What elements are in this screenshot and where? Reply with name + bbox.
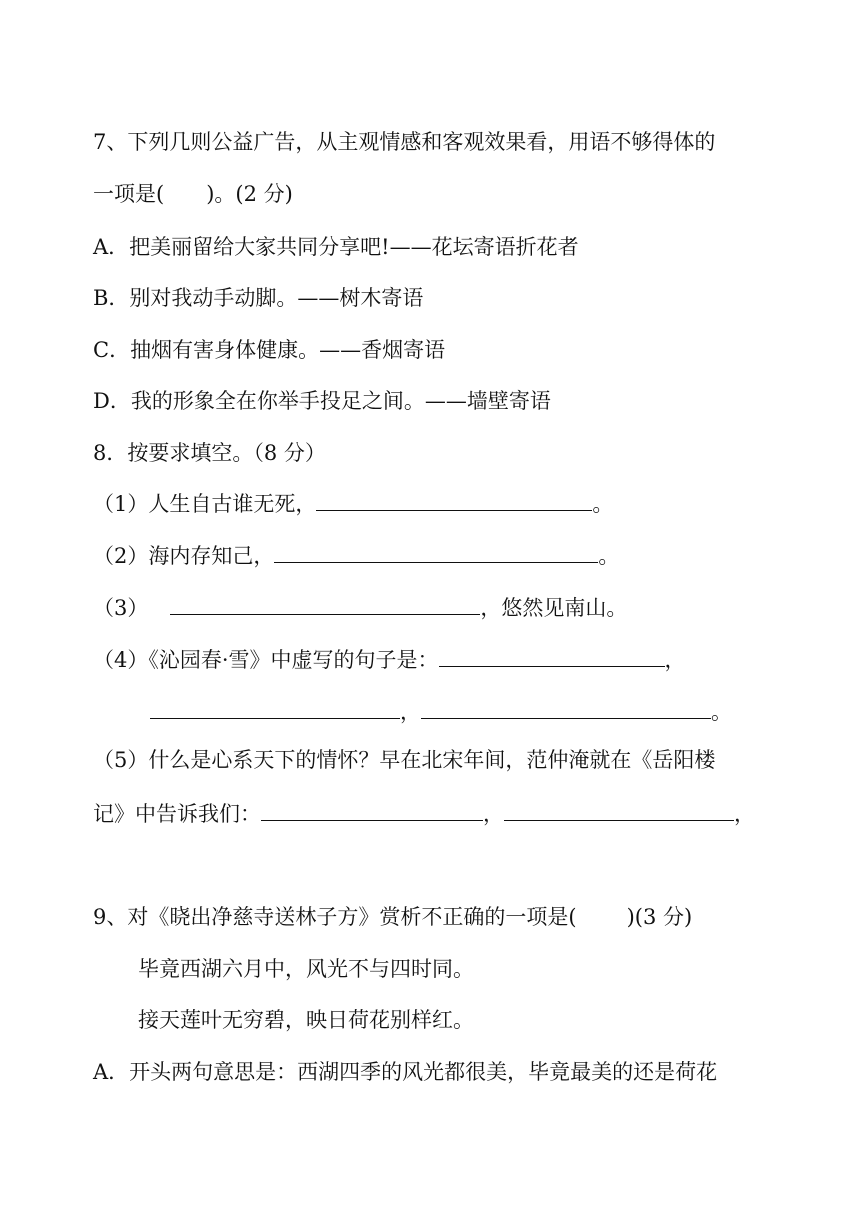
q8-item5-blank2[interactable]	[504, 800, 734, 821]
q8-item4-blank3[interactable]	[421, 698, 711, 719]
q9-poem-line2: 接天莲叶无穷碧，映日荷花别样红。	[138, 1008, 474, 1032]
q8-item4-blank1[interactable]	[439, 646, 665, 667]
q7-stem-prefix: 一项是(	[93, 182, 165, 206]
q7-option-d: D．我的形象全在你举手投足之间。——墙壁寄语	[93, 389, 551, 413]
q9-stem-text: 9、对《晓出净慈寺送林子方》赏析不正确的一项是(	[93, 905, 577, 929]
q8-item4-blank2[interactable]	[150, 698, 400, 719]
q8-item4-text: （4）《沁园春·雪》中虚写的句子是：	[93, 648, 439, 672]
q8-item2-text: （2）海内存知己，	[93, 544, 275, 568]
q7-stem-line2	[93, 180, 293, 208]
q8-item2-blank[interactable]	[274, 542, 598, 563]
q8-item2	[93, 542, 619, 570]
q7-option-a: A．把美丽留给大家共同分享吧!——花坛寄语折花者	[93, 235, 579, 259]
q8-item2-end: 。	[598, 544, 620, 568]
q8-item4-comma1: ，	[664, 648, 686, 672]
q8-item3-text: （3）	[93, 596, 149, 620]
q8-item4	[93, 646, 686, 674]
q8-item1	[93, 490, 613, 518]
q8-item5-text: 记》中告诉我们：	[93, 802, 261, 826]
q8-item5-comma2: ，	[734, 802, 755, 826]
q9-stem-suffix: )(3 分)	[626, 905, 693, 929]
q9-poem-line1: 毕竟西湖六月中，风光不与四时同。	[138, 957, 474, 981]
q8-item3-end: ，悠然见南山。	[480, 596, 628, 620]
q8-item3-blank[interactable]	[170, 594, 480, 615]
q8-item1-text: （1）人生自古谁无死，	[93, 492, 317, 516]
q7-stem-line1: 7、下列几则公益广告，从主观情感和客观效果看，用语不够得体的	[93, 130, 716, 154]
q9-option-a: A．开头两句意思是：西湖四季的风光都很美，毕竟最美的还是荷花	[93, 1060, 718, 1084]
q8-item5-blank1[interactable]	[261, 800, 483, 821]
q7-option-b: B．别对我动手动脚。——树木寄语	[93, 286, 424, 310]
q8-item5-comma1: ，	[483, 802, 504, 826]
q8-item5-line1: （5）什么是心系天下的情怀？早在北宋年间，范仲淹就在《岳阳楼	[93, 748, 716, 772]
q8-stem: 8．按要求填空。（8 分）	[93, 441, 326, 465]
q8-item5-line2	[93, 800, 755, 828]
q7-option-c: C．抽烟有害身体健康。——香烟寄语	[93, 338, 446, 362]
q8-item4-cont	[150, 698, 732, 726]
q8-item4-end: 。	[711, 700, 732, 724]
q7-stem-suffix: )。(2 分)	[206, 182, 293, 206]
q9-stem	[93, 903, 692, 931]
q8-item1-blank[interactable]	[316, 490, 592, 511]
q8-item4-comma2: ，	[400, 700, 421, 724]
q8-item3	[93, 594, 627, 622]
q8-item1-end: 。	[592, 492, 614, 516]
